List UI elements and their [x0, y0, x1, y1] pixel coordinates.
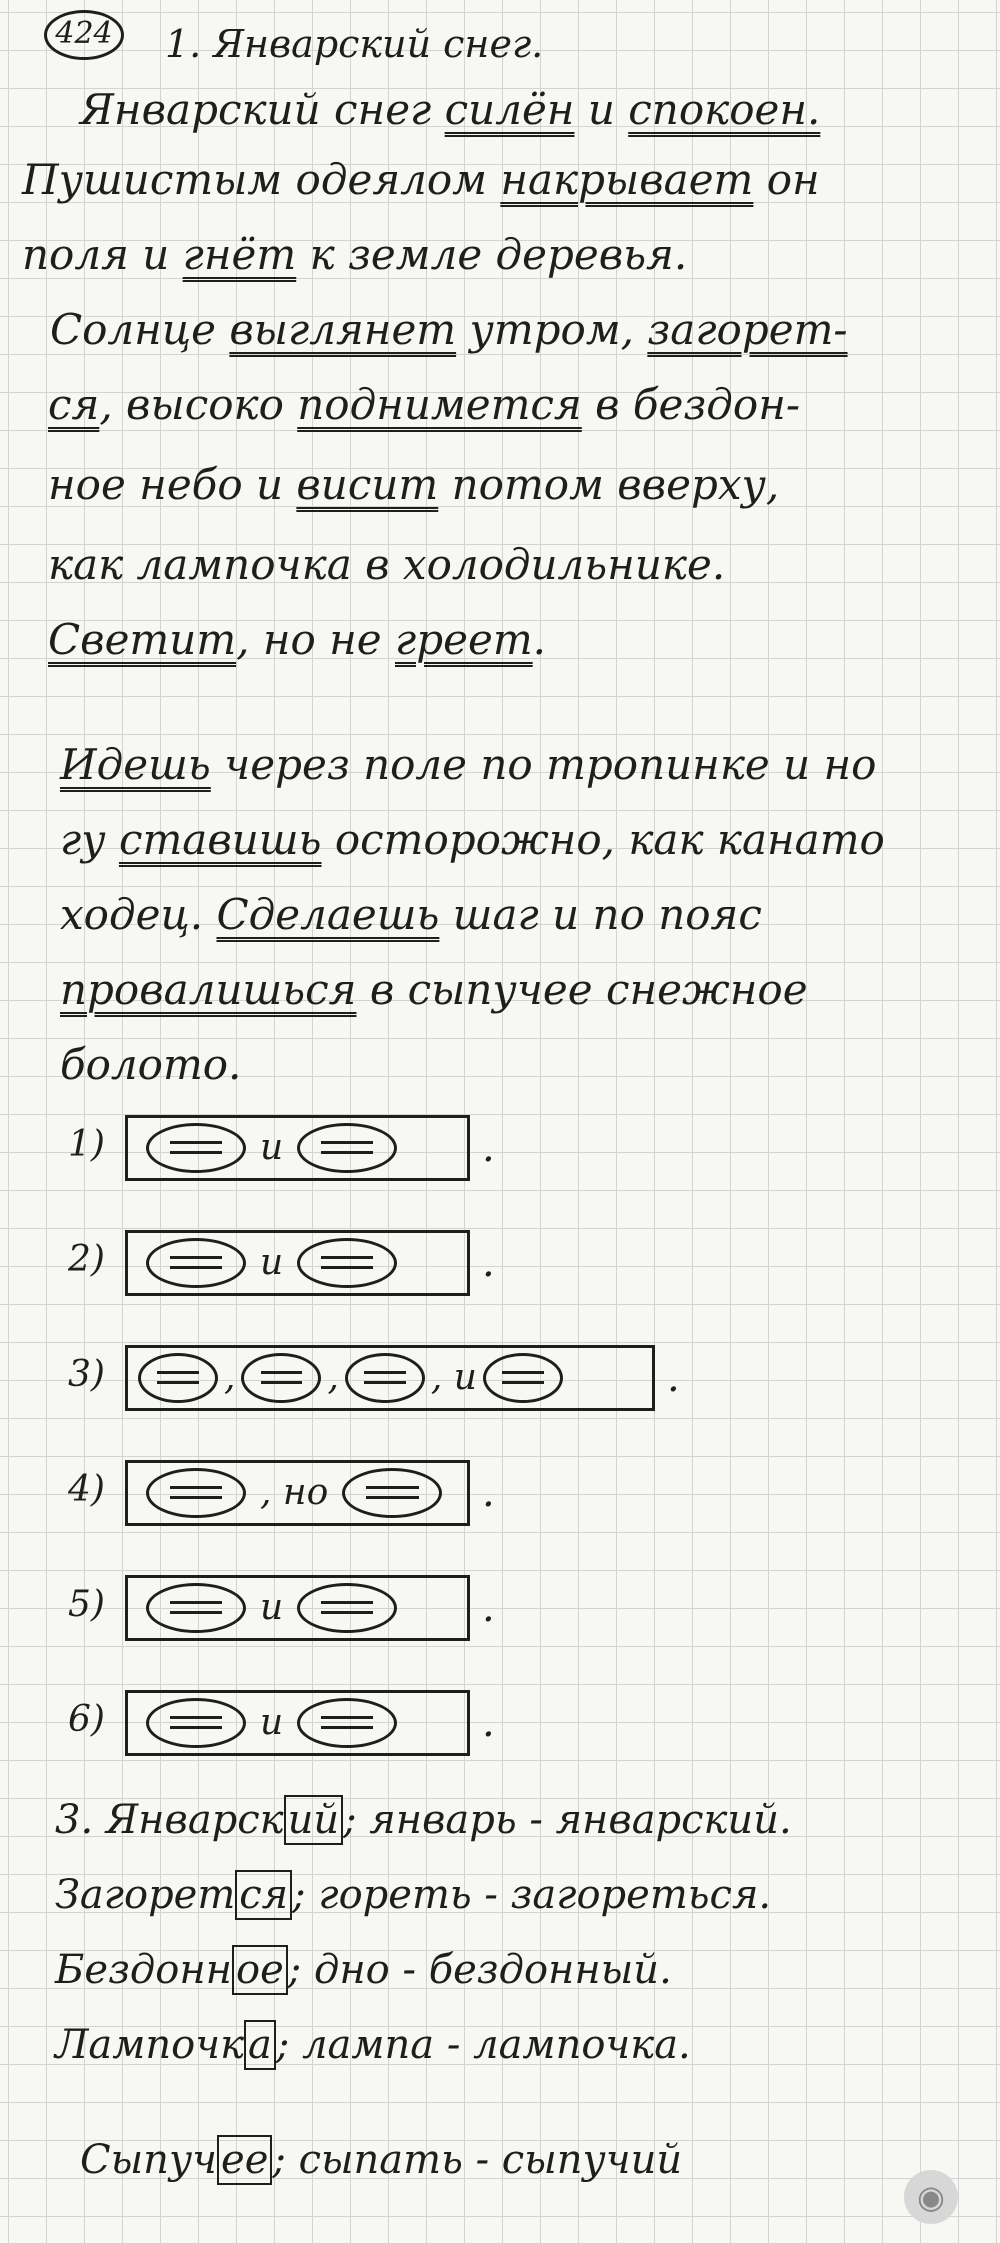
morph-line: Сыпуч ее ; сыпать - сыпучий [80, 2137, 683, 2183]
sentence-scheme [125, 1575, 495, 1641]
text-line: ходец. Сделаешь шаг и по пояс [60, 890, 762, 939]
predicate-oval-icon [146, 1468, 246, 1518]
scheme-box [125, 1345, 655, 1411]
scheme-end-dot: . [482, 1125, 495, 1171]
scheme-number: 6) [68, 1699, 105, 1740]
scheme-conjunction: и [260, 1702, 284, 1743]
predicate-oval-icon [146, 1238, 246, 1288]
predicate-oval-icon [483, 1353, 563, 1403]
predicate-oval-icon [241, 1353, 321, 1403]
scheme-conjunction: , но [260, 1472, 329, 1513]
scheme-box [125, 1115, 470, 1181]
text-title: 1. Январский снег. [165, 22, 544, 66]
text-line: поля и гнёт к земле деревья. [22, 230, 688, 279]
text-line: Светит, но не греет. [48, 615, 547, 664]
scheme-end-dot: . [482, 1470, 495, 1516]
text-line: ся, высоко поднимется в бездон- [48, 380, 801, 429]
owl-icon: ◉ [904, 2170, 958, 2224]
morph-line: Лампочк а ; лампа - лампочка. [55, 2022, 691, 2068]
scheme-box [125, 1690, 470, 1756]
scheme-box [125, 1575, 470, 1641]
sentence-scheme [125, 1115, 495, 1181]
scheme-number: 5) [68, 1584, 105, 1625]
predicate-oval-icon [297, 1238, 397, 1288]
scheme-end-dot: . [482, 1585, 495, 1631]
text-line: Пушистым одеялом накрывает он [22, 155, 820, 204]
scheme-end-dot: . [482, 1240, 495, 1286]
predicate-oval-icon [146, 1123, 246, 1173]
scheme-number: 3) [68, 1354, 105, 1395]
morph-line: 3. Январск ий ; январь - январский. [55, 1797, 792, 1843]
scheme-conjunction: , [224, 1357, 236, 1398]
predicate-oval-icon [345, 1353, 425, 1403]
scheme-conjunction: , и [430, 1357, 477, 1398]
text-line: гу ставишь осторожно, как канато [60, 815, 885, 864]
predicate-oval-icon [297, 1583, 397, 1633]
text-line: провалишься в сыпучее снежное [60, 965, 808, 1014]
scheme-number: 1) [68, 1124, 105, 1165]
scheme-number: 2) [68, 1239, 105, 1280]
text-line: Идешь через поле по тропинке и но [60, 740, 877, 789]
text-line: как лампочка в холодильнике. [48, 540, 726, 589]
text-line: болото. [60, 1040, 242, 1089]
morph-line: Загорет ся ; гореть - загореться. [55, 1872, 772, 1918]
text-line: Январский снег силён и спокоен. [80, 85, 821, 134]
sentence-scheme [125, 1460, 495, 1526]
scheme-conjunction: и [260, 1587, 284, 1628]
exercise-number: 424 [44, 10, 124, 60]
scheme-end-dot: . [667, 1355, 680, 1401]
scheme-conjunction: и [260, 1127, 284, 1168]
predicate-oval-icon [146, 1583, 246, 1633]
sentence-scheme [125, 1345, 680, 1411]
predicate-oval-icon [138, 1353, 218, 1403]
text-line: Солнце выглянет утром, загорет- [50, 305, 848, 354]
sentence-scheme [125, 1230, 495, 1296]
scheme-number: 4) [68, 1469, 105, 1510]
scheme-box [125, 1460, 470, 1526]
scheme-end-dot: . [482, 1700, 495, 1746]
predicate-oval-icon [342, 1468, 442, 1518]
predicate-oval-icon [297, 1698, 397, 1748]
morph-line: Бездонн ое ; дно - бездонный. [55, 1947, 672, 1993]
predicate-oval-icon [146, 1698, 246, 1748]
scheme-box [125, 1230, 470, 1296]
scheme-conjunction: , [327, 1357, 339, 1398]
scheme-conjunction: и [260, 1242, 284, 1283]
sentence-scheme [125, 1690, 495, 1756]
predicate-oval-icon [297, 1123, 397, 1173]
text-line: ное небо и висит потом вверху, [48, 460, 780, 509]
